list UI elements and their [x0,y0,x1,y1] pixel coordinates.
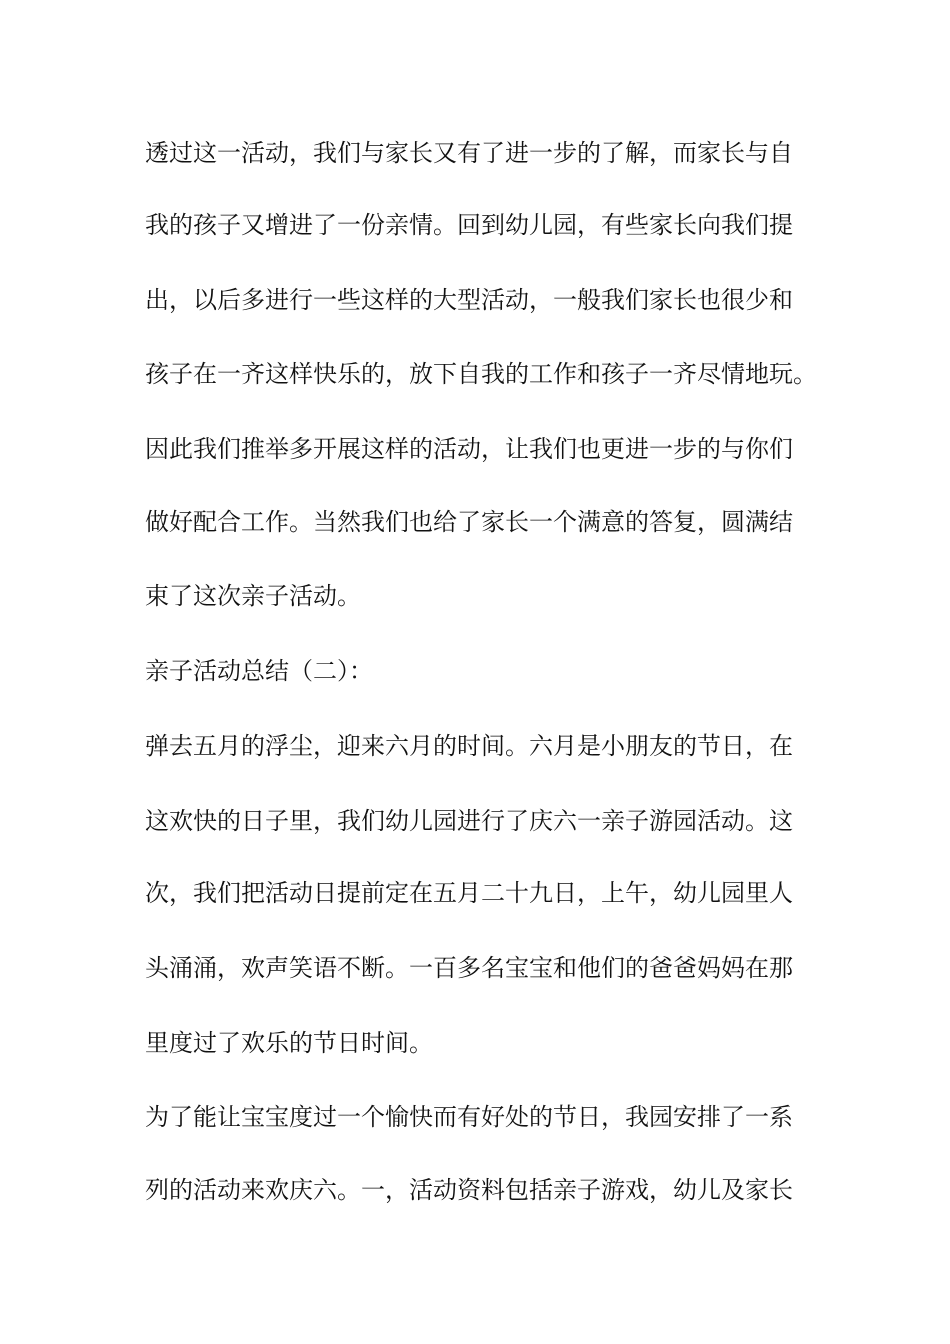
text-line: 次，我们把活动日提前定在五月二十九日，上午，幼儿园里人 [145,879,793,907]
text-line: 里度过了欢乐的节日时间。 [145,1029,433,1057]
text-line: 做好配合工作。当然我们也给了家长一个满意的答复，圆满结 [145,508,793,536]
text-line: 弹去五月的浮尘，迎来六月的时间。六月是小朋友的节日，在 [145,732,793,760]
text-line: 列的活动来欢庆六。一，活动资料包括亲子游戏，幼儿及家长 [145,1176,793,1204]
text-line: 因此我们推举多开展这样的活动，让我们也更进一步的与你们 [145,435,793,463]
text-line: 孩子在一齐这样快乐的，放下自我的工作和孩子一齐尽情地玩。 [145,360,817,388]
text-line: 束了这次亲子活动。 [145,582,361,610]
text-line: 我的孩子又增进了一份亲情。回到幼儿园，有些家长向我们提 [145,211,793,239]
text-line: 这欢快的日子里，我们幼儿园进行了庆六一亲子游园活动。这 [145,807,793,835]
text-line: 出，以后多进行一些这样的大型活动，一般我们家长也很少和 [145,286,793,314]
section-heading: 亲子活动总结（二）： [145,657,373,685]
text-line: 透过这一活动，我们与家长又有了进一步的了解，而家长与自 [145,139,793,167]
text-line: 头涌涌，欢声笑语不断。一百多名宝宝和他们的爸爸妈妈在那 [145,954,793,982]
text-line: 为了能让宝宝度过一个愉快而有好处的节日，我园安排了一系 [145,1103,793,1131]
